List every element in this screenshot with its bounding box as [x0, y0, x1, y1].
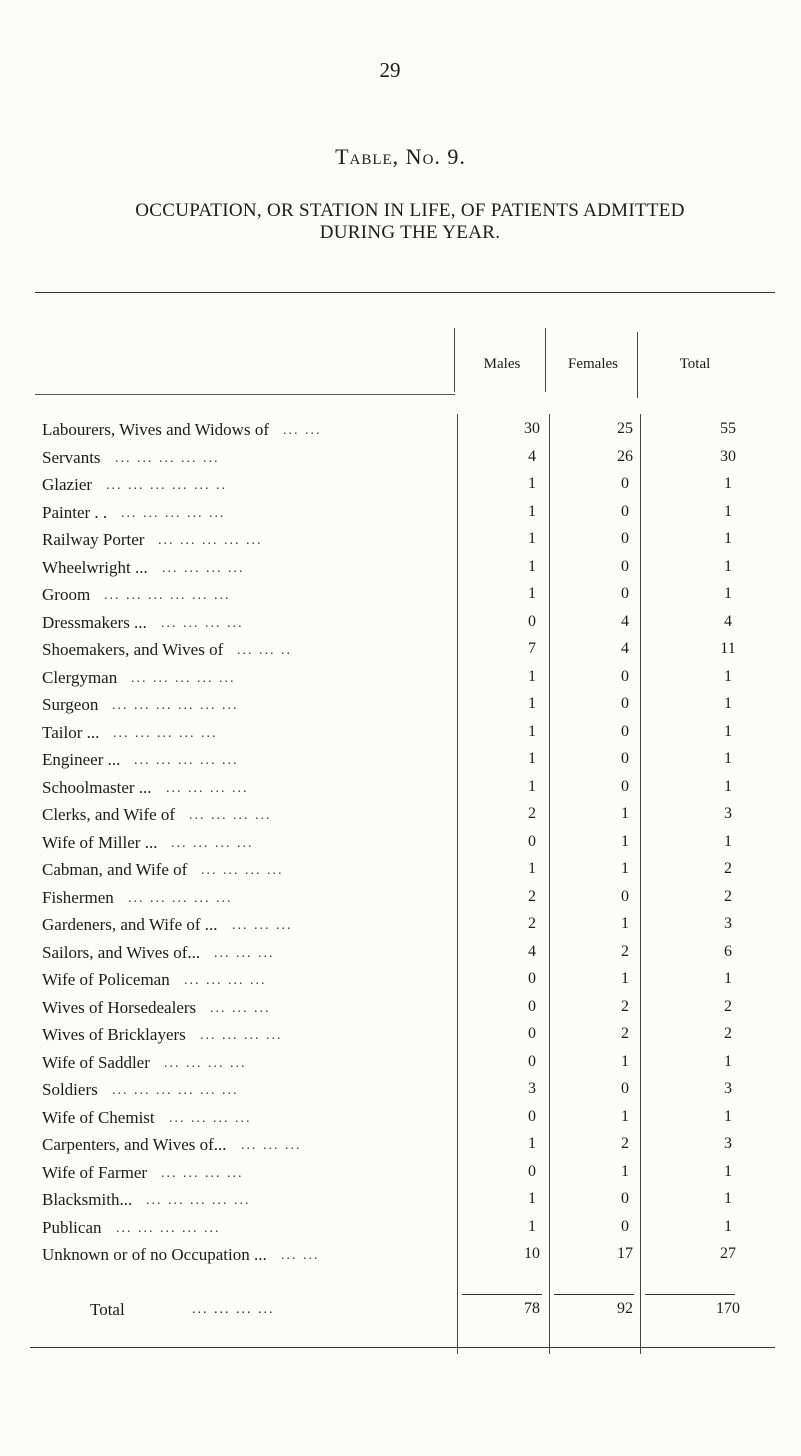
row-leader-dots: ... ... ... ...	[171, 835, 254, 851]
row-leader-dots: ... ... ... ... ...	[116, 1220, 221, 1236]
cell-total: 1	[724, 1107, 732, 1125]
row-leader-dots: ... ... ... ...	[189, 808, 272, 823]
row-label: Unknown or of no Occupation ...	[42, 1245, 267, 1264]
column-header-total: Total	[679, 356, 711, 372]
total-females: 92	[617, 1300, 633, 1317]
cell-total: 1	[724, 970, 732, 987]
cell-females: 0	[621, 777, 629, 795]
table-title-text: Table, No. 9.	[335, 144, 466, 169]
row-leader-dots: ... ... ... ... ...	[121, 505, 226, 521]
row-leader-dots: ... ... ... ... ... ...	[112, 698, 239, 713]
row-leader-dots: ... ... ...	[241, 1138, 302, 1153]
cell-females: 0	[621, 722, 629, 740]
table-row	[42, 448, 777, 476]
table-row	[42, 1163, 777, 1191]
row-label: Carpenters, and Wives of...	[42, 1135, 227, 1154]
row-leader-dots: ... ...	[281, 1248, 320, 1263]
cell-total: 1	[724, 530, 732, 547]
row-leader-dots: ... ... ... ... ...	[113, 725, 218, 741]
row-label: Fishermen	[42, 887, 114, 907]
cell-females: 1	[621, 1107, 629, 1125]
cell-females: 0	[621, 585, 629, 602]
row-leader-dots: ... ...	[283, 423, 322, 438]
cell-males: 1	[528, 777, 536, 795]
divider-header-total	[637, 332, 638, 398]
cell-males: 7	[528, 640, 536, 657]
table-row	[42, 695, 777, 723]
row-leader-dots: ... ... ...	[210, 1000, 271, 1016]
table-row	[42, 998, 777, 1026]
row-label: Tailor ...	[42, 722, 100, 742]
total-total: 170	[716, 1300, 740, 1317]
cell-females: 1	[621, 805, 629, 822]
row-label: Clerks, and Wife of	[42, 805, 176, 824]
cell-males: 1	[528, 502, 536, 520]
cell-males: 1	[528, 1135, 536, 1152]
cell-total: 3	[724, 1135, 732, 1152]
column-header-males: Males	[483, 356, 521, 372]
cell-females: 4	[621, 612, 629, 630]
table-row	[42, 1053, 777, 1081]
cell-total: 1	[724, 1217, 732, 1235]
row-leader-dots: ... ... ...	[214, 945, 275, 961]
cell-total: 3	[724, 1080, 732, 1097]
cell-females: 26	[617, 447, 633, 465]
cell-males: 4	[528, 447, 536, 465]
total-rule-males	[462, 1294, 542, 1295]
row-label: Servants	[42, 447, 101, 467]
cell-males: 1	[528, 557, 536, 575]
cell-males: 0	[528, 997, 536, 1015]
cell-total: 11	[720, 640, 736, 657]
cell-males: 1	[528, 585, 536, 602]
cell-females: 0	[621, 887, 629, 905]
cell-total: 3	[724, 915, 732, 932]
table-row	[42, 860, 777, 888]
row-label: Wife of Saddler	[42, 1052, 150, 1072]
total-rule-females	[554, 1294, 634, 1295]
row-leader-dots: ... ... ..	[237, 643, 292, 658]
table-bottom-rule	[30, 1347, 775, 1348]
row-leader-dots: ... ... ... ... ...	[128, 890, 233, 906]
cell-females: 0	[621, 667, 629, 685]
cell-males: 1	[528, 1217, 536, 1235]
row-leader-dots: ... ... ... ... ... ...	[112, 1083, 239, 1098]
table-row	[42, 1245, 777, 1273]
row-leader-dots: ... ... ... ...	[162, 560, 245, 576]
cell-females: 1	[621, 970, 629, 987]
row-leader-dots: ... ... ... ... ...	[146, 1193, 251, 1208]
cell-total: 1	[724, 475, 732, 492]
cell-males: 0	[528, 612, 536, 630]
cell-females: 25	[617, 420, 633, 437]
row-label: Wife of Farmer	[42, 1162, 148, 1182]
cell-males: 2	[528, 887, 536, 905]
cell-males: 0	[528, 1107, 536, 1125]
table-row	[42, 970, 777, 998]
row-leader-dots: ... ... ... ... ...	[115, 450, 220, 466]
cell-females: 1	[621, 860, 629, 877]
row-label: Gardeners, and Wife of ...	[42, 915, 218, 934]
divider-header-females	[545, 328, 546, 392]
table-row	[42, 833, 777, 861]
row-leader-dots: ... ... ... ...	[200, 1028, 283, 1043]
row-leader-dots: ... ... ... ... ... ...	[104, 588, 231, 603]
cell-males: 1	[528, 475, 536, 492]
cell-total: 27	[720, 1245, 736, 1262]
divider-header-males	[454, 328, 455, 392]
table-row	[42, 613, 777, 641]
cell-females: 1	[621, 832, 629, 850]
table-row	[42, 503, 777, 531]
row-leader-dots: ... ... ... ... ... ..	[106, 478, 227, 493]
row-leader-dots: ... ... ... ...	[161, 615, 244, 631]
cell-males: 30	[524, 420, 540, 437]
row-leader-dots: ... ... ... ...	[164, 1055, 247, 1071]
subtitle-line-1: OCCUPATION, OR STATION IN LIFE, OF PATIENTS ADMITTED	[135, 200, 685, 221]
cell-females: 4	[621, 640, 629, 657]
row-label: Glazier	[42, 475, 93, 494]
cell-total: 1	[724, 1162, 732, 1180]
cell-total: 4	[724, 612, 732, 630]
table-row	[42, 915, 777, 943]
cell-males: 1	[528, 530, 536, 547]
cell-total: 6	[724, 942, 732, 960]
row-label: Railway Porter	[42, 530, 145, 549]
cell-females: 1	[621, 1162, 629, 1180]
row-label: Sailors, and Wives of...	[42, 942, 201, 962]
cell-total: 1	[724, 722, 732, 740]
row-label: Cabman, and Wife of	[42, 860, 188, 879]
table-row	[42, 1025, 777, 1053]
cell-total: 2	[724, 997, 732, 1015]
cell-females: 0	[621, 530, 629, 547]
cell-females: 17	[617, 1245, 633, 1262]
table-top-rule	[35, 292, 775, 293]
cell-total: 2	[724, 860, 732, 877]
cell-total: 1	[724, 832, 732, 850]
table-row	[42, 1080, 777, 1108]
row-label: Wives of Horsedealers	[42, 997, 197, 1017]
cell-males: 1	[528, 860, 536, 877]
cell-total: 1	[724, 585, 732, 602]
row-label: Shoemakers, and Wives of	[42, 640, 224, 659]
table-row	[42, 420, 777, 448]
cell-males: 0	[528, 1025, 536, 1042]
cell-total: 1	[724, 695, 732, 712]
cell-total: 2	[724, 887, 732, 905]
row-leader-dots: ... ... ... ...	[169, 1110, 252, 1126]
cell-total: 1	[724, 1190, 732, 1207]
row-label: Engineer ...	[42, 750, 121, 769]
column-header-females: Females	[568, 356, 618, 372]
cell-females: 0	[621, 695, 629, 712]
cell-females: 0	[621, 1190, 629, 1207]
row-leader-dots: ... ... ... ...	[184, 973, 267, 988]
total-males: 78	[524, 1300, 540, 1317]
row-label: Wife of Miller ...	[42, 832, 158, 852]
table-row	[42, 475, 777, 503]
cell-males: 2	[528, 805, 536, 822]
row-leader-dots: ... ... ...	[232, 918, 293, 933]
row-leader-dots: ... ... ... ...	[166, 780, 249, 796]
table-row	[42, 668, 777, 696]
row-label: Wife of Policeman	[42, 970, 170, 989]
cell-females: 2	[621, 1025, 629, 1042]
table-row	[42, 640, 777, 668]
row-leader-dots: ... ... ... ...	[161, 1165, 244, 1181]
cell-females: 2	[621, 997, 629, 1015]
row-leader-dots: ... ... ... ... ...	[134, 753, 239, 768]
page-number: 29	[379, 58, 401, 82]
cell-females: 0	[621, 502, 629, 520]
cell-males: 1	[528, 722, 536, 740]
cell-males: 4	[528, 942, 536, 960]
table-row	[42, 1135, 777, 1163]
cell-total: 30	[720, 447, 736, 465]
total-rule-total	[645, 1294, 735, 1295]
row-label: Labourers, Wives and Widows of	[42, 420, 269, 439]
row-label: Soldiers	[42, 1080, 98, 1099]
row-label: Dressmakers ...	[42, 612, 147, 632]
cell-females: 2	[621, 1135, 629, 1152]
table-row	[42, 805, 777, 833]
row-label: Blacksmith...	[42, 1190, 133, 1209]
cell-males: 10	[524, 1245, 540, 1262]
row-label: Schoolmaster ...	[42, 777, 152, 797]
cell-total: 1	[724, 502, 732, 520]
cell-males: 0	[528, 1052, 536, 1070]
cell-total: 1	[724, 1052, 732, 1070]
cell-total: 1	[724, 777, 732, 795]
cell-total: 2	[724, 1025, 732, 1042]
cell-females: 1	[621, 1052, 629, 1070]
cell-total: 3	[724, 805, 732, 822]
row-label: Painter . .	[42, 502, 108, 522]
cell-total: 1	[724, 750, 732, 767]
cell-total: 1	[724, 557, 732, 575]
table-subtitle	[30, 200, 790, 244]
cell-females: 1	[621, 915, 629, 932]
row-label: Wives of Bricklayers	[42, 1025, 186, 1044]
row-leader-dots: ... ... ... ... ...	[158, 533, 263, 548]
cell-females: 0	[621, 475, 629, 492]
cell-males: 3	[528, 1080, 536, 1097]
cell-females: 2	[621, 942, 629, 960]
total-row-dots: ... ... ... ...	[192, 1302, 275, 1317]
subtitle-line-2: DURING THE YEAR.	[319, 222, 501, 243]
total-row-label: Total	[90, 1300, 125, 1319]
table-row	[42, 558, 777, 586]
cell-total: 55	[720, 420, 736, 437]
row-label: Groom	[42, 585, 91, 604]
row-leader-dots: ... ... ... ...	[201, 863, 284, 878]
table-title	[0, 144, 801, 170]
cell-total: 1	[724, 667, 732, 685]
row-label: Clergyman	[42, 667, 118, 687]
cell-females: 0	[621, 1217, 629, 1235]
cell-males: 0	[528, 1162, 536, 1180]
cell-males: 1	[528, 695, 536, 712]
table-row	[42, 750, 777, 778]
table-row	[42, 943, 777, 971]
cell-females: 0	[621, 750, 629, 767]
row-label: Wife of Chemist	[42, 1107, 155, 1127]
cell-males: 1	[528, 667, 536, 685]
cell-males: 0	[528, 970, 536, 987]
table-row	[42, 723, 777, 751]
cell-females: 0	[621, 557, 629, 575]
cell-males: 1	[528, 750, 536, 767]
row-label: Publican	[42, 1217, 102, 1237]
cell-males: 1	[528, 1190, 536, 1207]
row-leader-dots: ... ... ... ... ...	[131, 670, 236, 686]
table-row	[42, 1218, 777, 1246]
header-bottom-rule	[35, 394, 455, 395]
table-row	[42, 778, 777, 806]
table-row	[42, 1108, 777, 1136]
table-row	[42, 888, 777, 916]
row-label: Wheelwright ...	[42, 557, 148, 577]
table-row	[42, 1190, 777, 1218]
row-label: Surgeon	[42, 695, 99, 714]
cell-males: 2	[528, 915, 536, 932]
cell-males: 0	[528, 832, 536, 850]
cell-females: 0	[621, 1080, 629, 1097]
table-row	[42, 585, 777, 613]
table-row	[42, 530, 777, 558]
